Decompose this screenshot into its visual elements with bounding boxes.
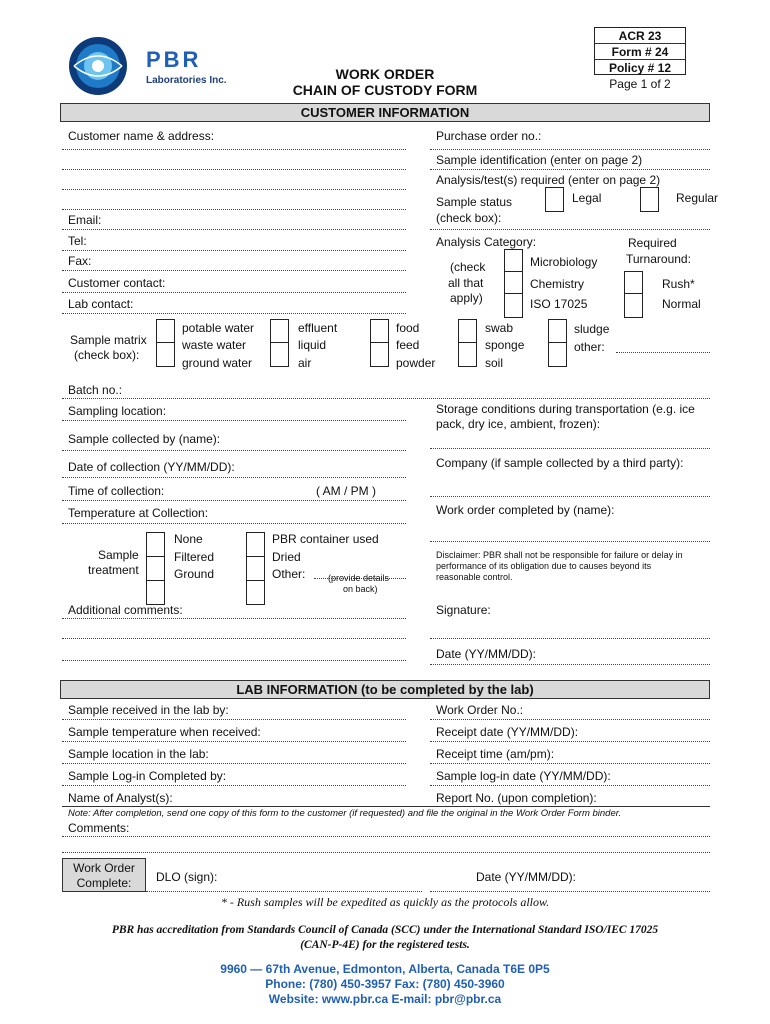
lab-comments-field[interactable]: [62, 836, 710, 837]
legal-checkbox[interactable]: [545, 187, 564, 212]
complete-label-2: Complete:: [76, 876, 132, 890]
matrix-col4-label-2: sponge: [485, 338, 525, 352]
complete-date-label: Date (YY/MM/DD):: [476, 870, 577, 884]
logo-company: Laboratories Inc.: [146, 75, 227, 86]
legal-label: Legal: [572, 191, 602, 205]
logo-globe-icon: [66, 36, 130, 96]
form-title-line1: WORK ORDER: [335, 66, 435, 82]
signature-date-field[interactable]: [430, 664, 710, 665]
lab-left-4-field[interactable]: [62, 785, 406, 786]
complete-label-1: Work Order: [73, 861, 135, 875]
reference-box: [594, 27, 686, 75]
analysis-category-label: Analysis Category:: [436, 235, 537, 249]
matrix-col2-label-1: effluent: [298, 321, 338, 335]
batch-label: Batch no.:: [68, 383, 123, 397]
footer-website[interactable]: Website: www.pbr.ca E-mail: pbr@pbr.ca: [268, 992, 502, 1006]
tel-field[interactable]: [62, 250, 406, 251]
lab-contact-field[interactable]: [62, 313, 406, 314]
lab-right-2-field[interactable]: [430, 741, 710, 742]
completed-by-field[interactable]: [430, 541, 710, 542]
logo: [66, 36, 226, 96]
matrix-col1-checkbox-1[interactable]: [156, 319, 175, 344]
po-field[interactable]: [430, 149, 710, 150]
collection-time-label: Time of collection:: [68, 484, 165, 498]
email-label: Email:: [68, 213, 102, 227]
disclaimer-3: reasonable control.: [436, 572, 513, 582]
container-other: Other:: [272, 567, 306, 581]
collection-date-field[interactable]: [62, 477, 406, 478]
additional-comments-field[interactable]: [62, 618, 406, 619]
lab-left-4: Sample Log-in Completed by:: [68, 769, 227, 783]
storage-field[interactable]: [430, 448, 710, 449]
check-all-3: apply): [450, 291, 483, 305]
provide-details-2: on back): [343, 584, 378, 594]
completed-by-label: Work order completed by (name):: [436, 503, 615, 517]
lab-left-1-field[interactable]: [62, 719, 406, 720]
check-all-2: all that: [448, 276, 484, 290]
matrix-col5-label-1: sludge: [574, 322, 610, 336]
matrix-col2-label-2: liquid: [298, 338, 327, 352]
matrix-col5-label-2: other:: [574, 340, 605, 354]
rush-note: * - Rush samples will be expedited as quickly as the protocols allow.: [220, 895, 550, 909]
accreditation-line1: PBR has accreditation from Standards Council of Canada (SCC) under the International Standard ISO/IEC 17025: [111, 924, 659, 936]
accreditation-line2: (CAN-P-4E) for the registered tests.: [300, 939, 470, 951]
lab-left-2-field[interactable]: [62, 741, 406, 742]
lab-right-3: Receipt time (am/pm):: [436, 747, 555, 761]
storage-label-2: pack, dry ice, ambient, frozen):: [436, 417, 601, 431]
work-order-complete-box: [62, 858, 146, 892]
additional-comments-line3[interactable]: [62, 660, 406, 661]
matrix-col3-label-1: food: [396, 321, 420, 335]
analysis-tests-label: Analysis/test(s) required (enter on page 2): [436, 173, 661, 187]
po-label: Purchase order no.:: [436, 129, 542, 143]
signature-date-label: Date (YY/MM/DD):: [436, 647, 537, 661]
lab-comments-label: Comments:: [68, 821, 130, 835]
treatment-none: None: [174, 532, 203, 546]
matrix-col4-checkbox-2[interactable]: [458, 342, 477, 367]
lab-right-5: Report No. (upon completion):: [436, 791, 597, 805]
category-chemistry: Chemistry: [530, 277, 585, 291]
temperature-label: Temperature at Collection:: [68, 506, 209, 520]
category-microbiology: Microbiology: [530, 255, 598, 269]
matrix-col1-label-1: potable water: [182, 321, 255, 335]
matrix-col5-checkbox-2[interactable]: [548, 342, 567, 367]
additional-comments-line2[interactable]: [62, 638, 406, 639]
matrix-col4-label-1: swab: [485, 321, 514, 335]
customer-contact-field[interactable]: [62, 292, 406, 293]
lab-note: Note: After completion, send one copy of this form to the customer (if requested) and file the original in the Work Order Form binder.: [68, 808, 622, 819]
temperature-field[interactable]: [62, 523, 406, 524]
matrix-col3-checkbox-2[interactable]: [370, 342, 389, 367]
customer-name-field[interactable]: [62, 149, 406, 150]
signature-field[interactable]: [430, 638, 710, 639]
regular-checkbox[interactable]: [640, 187, 659, 212]
email-field[interactable]: [62, 229, 406, 230]
lab-right-2: Receipt date (YY/MM/DD):: [436, 725, 579, 739]
matrix-col1-label-3: ground water: [182, 356, 253, 370]
collection-date-label: Date of collection (YY/MM/DD):: [68, 460, 235, 474]
tel-label: Tel:: [68, 234, 87, 248]
sampling-location-label: Sampling location:: [68, 404, 167, 418]
customer-address-line4[interactable]: [62, 209, 406, 210]
logo-brand: PBR: [146, 47, 202, 72]
regular-label: Regular: [676, 191, 719, 205]
lab-left-5: Name of Analyst(s):: [68, 791, 173, 805]
collection-time-field[interactable]: [62, 500, 406, 501]
page-number: Page 1 of 2: [609, 77, 671, 91]
customer-info-header: CUSTOMER INFORMATION: [60, 103, 710, 122]
dlo-label: DLO (sign):: [156, 870, 218, 884]
matrix-col5-checkbox-1[interactable]: [548, 319, 567, 344]
matrix-col3-label-2: feed: [396, 338, 420, 352]
container-dried: Dried: [272, 550, 301, 564]
sampling-location-field[interactable]: [62, 420, 406, 421]
treatment-filtered: Filtered: [174, 550, 215, 564]
footer-address: 9960 — 67th Avenue, Edmonton, Alberta, Canada T6E 0P5: [220, 962, 550, 976]
matrix-col2-checkbox-1[interactable]: [270, 319, 289, 344]
lab-right-4-field[interactable]: [430, 785, 710, 786]
matrix-label-1: Sample matrix: [70, 333, 147, 347]
lab-left-3-field[interactable]: [62, 763, 406, 764]
lab-left-2: Sample temperature when received:: [68, 725, 261, 739]
ref-form: Form # 24: [611, 45, 669, 59]
ampm-label: ( AM / PM ): [316, 484, 376, 498]
sample-status-label-1: Sample status: [436, 195, 513, 209]
container-checkbox-pbr[interactable]: [246, 532, 265, 557]
treatment-label-1: Sample: [98, 548, 139, 562]
batch-field[interactable]: [62, 398, 710, 399]
matrix-col4-label-3: soil: [485, 356, 504, 370]
sample-status-label-2: (check box):: [436, 211, 502, 225]
lab-left-3: Sample location in the lab:: [68, 747, 209, 761]
normal-label: Normal: [662, 297, 701, 311]
fax-field[interactable]: [62, 270, 406, 271]
matrix-col1-checkbox-2[interactable]: [156, 342, 175, 367]
customer-contact-label: Customer contact:: [68, 276, 166, 290]
turnaround-label-1: Required: [628, 236, 677, 250]
customer-name-label: Customer name & address:: [68, 129, 215, 143]
lab-contact-label: Lab contact:: [68, 297, 134, 311]
matrix-col2-label-3: air: [298, 356, 312, 370]
sample-id-label: Sample identification (enter on page 2): [436, 153, 643, 167]
lab-right-4: Sample log-in date (YY/MM/DD):: [436, 769, 611, 783]
treatment-checkbox-ground[interactable]: [146, 580, 165, 605]
customer-address-line3[interactable]: [62, 189, 406, 190]
additional-comments-label: Additional comments:: [68, 603, 183, 617]
matrix-label-2: (check box):: [74, 348, 140, 362]
complete-date-field[interactable]: [430, 891, 710, 892]
treatment-checkbox-none[interactable]: [146, 532, 165, 557]
rush-label: Rush*: [662, 277, 695, 291]
footer-phone: Phone: (780) 450-3957 Fax: (780) 450-3960: [265, 977, 505, 991]
turnaround-label-2: Turnaround:: [626, 252, 691, 266]
provide-details-1: (provide details: [328, 573, 390, 583]
dlo-field[interactable]: [146, 891, 422, 892]
lab-info-header: LAB INFORMATION (to be completed by the lab): [60, 680, 710, 699]
ref-acr: ACR 23: [618, 29, 662, 43]
matrix-col3-checkbox-1[interactable]: [370, 319, 389, 344]
lab-comments-line2[interactable]: [62, 852, 710, 853]
treatment-label-2: treatment: [88, 563, 139, 577]
collected-by-field[interactable]: [62, 450, 406, 451]
treatment-ground: Ground: [174, 567, 215, 581]
customer-address-line2[interactable]: [62, 169, 406, 170]
container-checkbox-dried[interactable]: [246, 556, 265, 581]
matrix-col1-label-2: waste water: [182, 338, 247, 352]
company-field[interactable]: [430, 496, 710, 497]
matrix-col4-checkbox-1[interactable]: [458, 319, 477, 344]
category-iso: ISO 17025: [530, 297, 588, 311]
storage-label-1: Storage conditions during transportation (e.g. ice: [436, 402, 695, 416]
container-checkbox-other[interactable]: [246, 580, 265, 605]
fax-label: Fax:: [68, 254, 92, 268]
iso17025-checkbox[interactable]: [504, 293, 523, 318]
lab-right-1: Work Order No.:: [436, 703, 524, 717]
matrix-col2-checkbox-2[interactable]: [270, 342, 289, 367]
check-all-1: (check: [450, 260, 486, 274]
ref-policy: Policy # 12: [608, 61, 672, 75]
disclaimer-2: performance of its obligation due to causes beyond its: [436, 561, 652, 571]
normal-checkbox[interactable]: [624, 293, 643, 318]
form-title-line2: CHAIN OF CUSTODY FORM: [292, 82, 478, 98]
disclaimer-1: Disclaimer: PBR shall not be responsible for failure or delay in: [436, 550, 683, 560]
lab-right-3-field[interactable]: [430, 763, 710, 764]
lab-right-1-field[interactable]: [430, 719, 710, 720]
matrix-col3-label-3: powder: [396, 356, 436, 370]
signature-label: Signature:: [436, 603, 491, 617]
collected-by-label: Sample collected by (name):: [68, 432, 221, 446]
company-label: Company (if sample collected by a third party):: [436, 456, 684, 470]
lab-left-1: Sample received in the lab by:: [68, 703, 229, 717]
container-pbr: PBR container used: [272, 532, 379, 546]
treatment-checkbox-filtered[interactable]: [146, 556, 165, 581]
